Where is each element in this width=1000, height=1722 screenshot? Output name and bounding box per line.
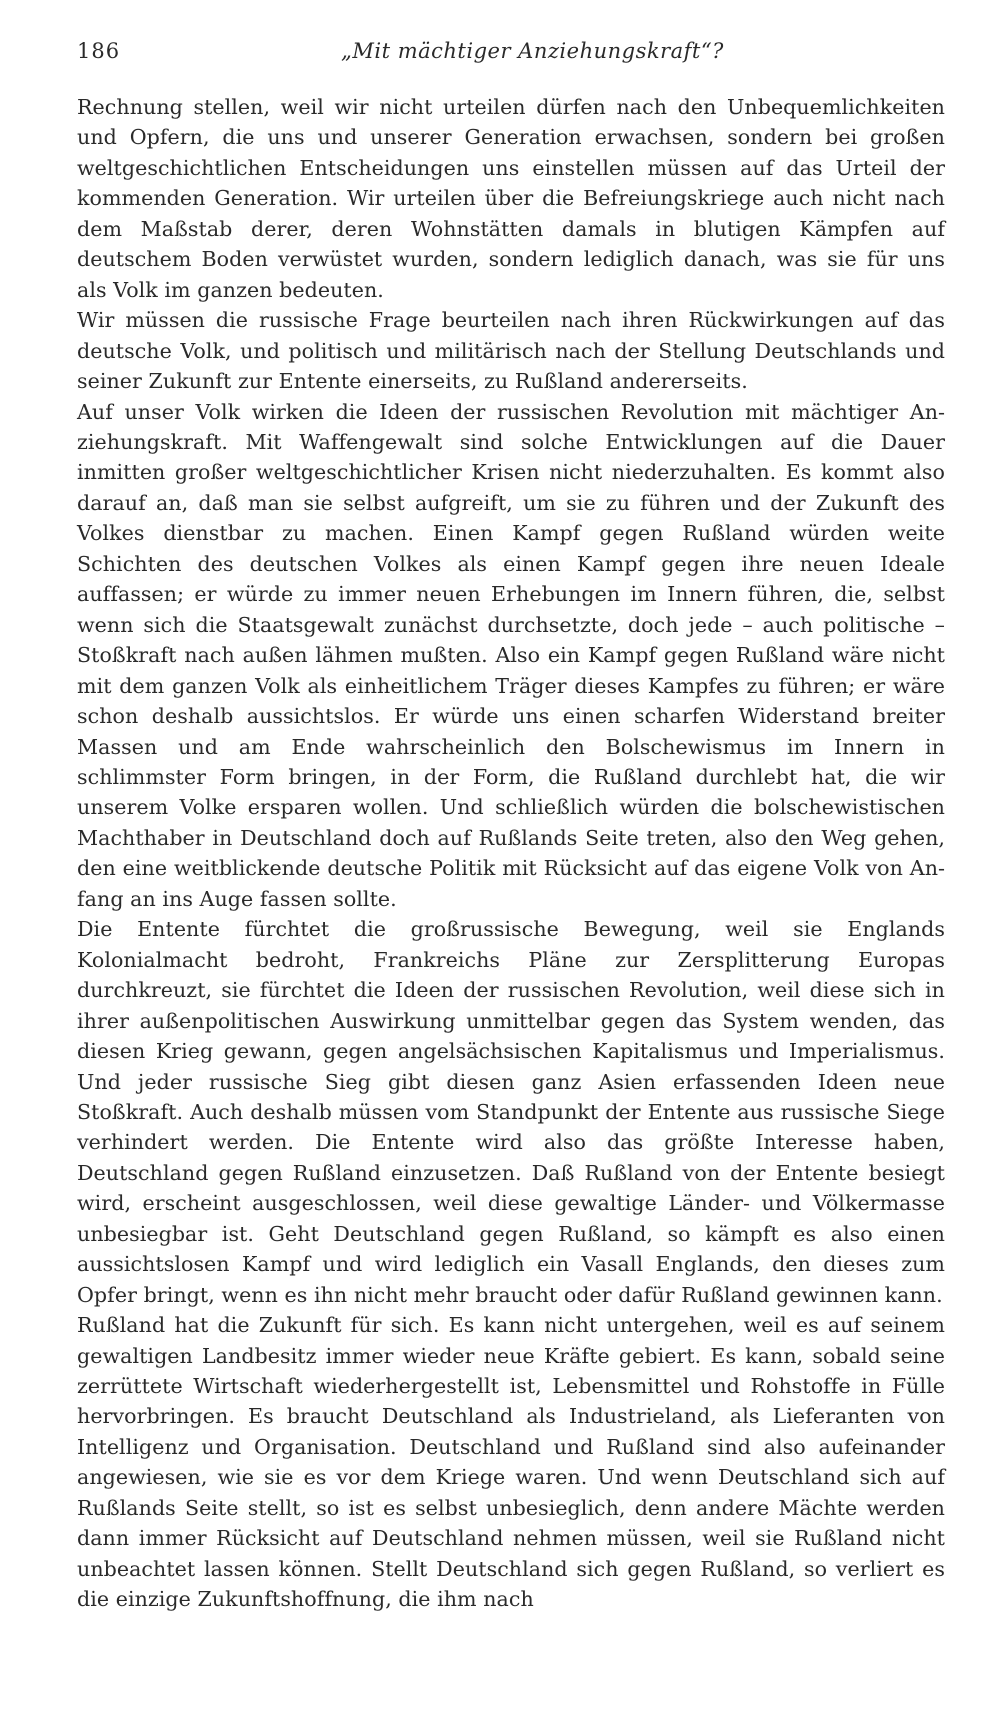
paragraph: Auf unser Volk wirken die Ideen der russischen Revolution mit mächtiger Anziehungskraft. Mit Waffengewalt sind solche Entwicklungen auf die Dauer inmitten großer weltgeschichtlicher Krisen nicht niederzuhalten. Es kommt also darauf an, daß man sie selbst aufgreift, um sie zu führen und der Zukunft des Volkes dienstbar zu machen. Einen Kampf gegen Rußland würden weite Schichten des deutschen Volkes als einen Kampf gegen ihre neuen Ideale auffassen; er würde zu immer neuen Erhebungen im Innern führen, die, selbst wenn sich die Staatsgewalt zunächst durchsetzte, doch jede – auch politische – Stoßkraft nach außen lähmen mußten. Also ein Kampf gegen Rußland wäre nicht mit dem ganzen Volk als einheitlichem Träger dieses Kampfes zu führen; er wäre schon deshalb aussichtslos. Er würde uns einen scharfen Widerstand breiter Massen und am Ende wahrscheinlich den Bolschewismus im Innern in schlimmster Form bringen, in der Form, die Rußland durchlebt hat, die wir unserem Volke ersparen wollen. Und schließlich würden die bolschewistischen Machthaber in Deutschland doch auf Rußlands Seite treten, also den Weg gehen, den eine weitblickende deutsche Politik mit Rücksicht auf das eigene Volk von Anfang an ins Auge fassen sollte. bbox=[77, 399, 945, 911]
paragraph: Rechnung stellen, weil wir nicht urteilen dürfen nach den Unbequemlichkeiten und Opfern, die uns und unserer Generation erwachsen, sondern bei großen weltgeschichtlichen Entscheidungen uns einstellen müssen auf das Urteil der kommenden Generation. Wir urteilen über die Befreiungskriege auch nicht nach dem Maßstab derer, deren Wohnstätten damals in blutigen Kämpfen auf deutschem Boden verwüstet wurden, sondern lediglich danach, was sie für uns als Volk im ganzen bedeuten. bbox=[77, 95, 945, 302]
paragraph: Die Entente fürchtet die großrussische Bewegung, weil sie Englands Kolonialmacht bedroht, Frankreichs Pläne zur Zersplitterung Europas durchkreuzt, sie fürchtet die Ideen der russischen Revolution, weil diese sich in ihrer außenpolitischen Auswirkung unmittelbar gegen das System wenden, das diesen Krieg gewann, gegen angelsächsischen Kapitalismus und Imperialismus. Und jeder russische Sieg gibt diesen ganz Asien erfassenden Ideen neue Stoßkraft. Auch deshalb müssen vom Standpunkt der Entente aus russische Siege verhindert werden. Die Entente wird also das größte Interesse haben, Deutschland gegen Rußland einzusetzen. Daß Rußland von der Entente besiegt wird, erscheint ausgeschlossen, weil diese gewaltige Länder- und Völkermasse unbesiegbar ist. Geht Deutschland gegen Rußland, so kämpft es also einen aussichtslosen Kampf und wird lediglich ein Vasall Englands, den dieses zum Opfer bringt, wenn es ihn nicht mehr braucht oder dafür Rußland gewinnen kann. bbox=[77, 917, 945, 1307]
body-text bbox=[77, 92, 945, 1615]
paragraph: Wir müssen die russische Frage beurteilen nach ihren Rückwirkungen auf das deutsche Volk, und politisch und militärisch nach der Stellung Deutschlands und seiner Zukunft zur Entente einerseits, zu Rußland andererseits. bbox=[77, 308, 945, 394]
page-number: 186 bbox=[77, 39, 121, 63]
running-title: „Mit mächtiger Anziehungskraft“? bbox=[341, 39, 724, 63]
paragraph: Rußland hat die Zukunft für sich. Es kann nicht untergehen, weil es auf seinem gewaltigen Landbesitz immer wieder neue Kräfte gebiert. Es kann, sobald seine zerrüttete Wirtschaft wiederhergestellt ist, Lebensmittel und Rohstoffe in Fülle hervorbringen. Es braucht Deutschland als Industrieland, als Lieferanten von Intelligenz und Organisation. Deutschland und Rußland sind also aufeinander angewiesen, wie sie es vor dem Kriege waren. Und wenn Deutschland sich auf Rußlands Seite stellt, so ist es selbst unbesieglich, denn andere Mächte werden dann immer Rücksicht auf Deutschland nehmen müssen, weil sie Rußland nicht unbeachtet lassen können. Stellt Deutschland sich gegen Rußland, so verliert es die einzige Zukunftshoffnung, die ihm nach bbox=[77, 1313, 945, 1612]
running-head bbox=[77, 39, 945, 79]
